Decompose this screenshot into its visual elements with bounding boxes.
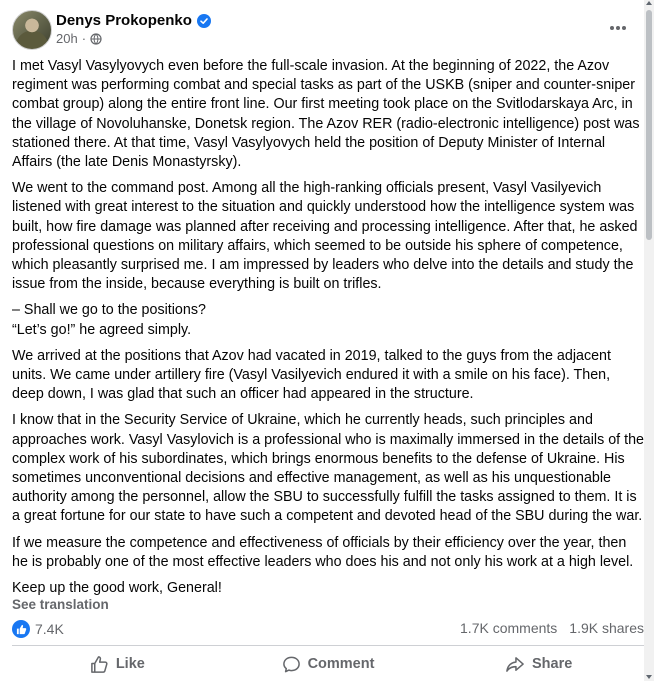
author-name-row	[56, 12, 211, 29]
post-paragraph: If we measure the competence and effectiveness of officials by their efficiency over the year, then he is probably one of the most effective leaders who does his and not only his work at a high level.	[12, 534, 634, 570]
post-header	[12, 10, 632, 50]
share-arrow-icon	[505, 655, 525, 674]
thumbs-up-icon	[90, 655, 109, 674]
comment-label: Comment	[307, 656, 375, 672]
more-options-icon[interactable]	[604, 16, 632, 40]
comment-button[interactable]	[223, 648, 434, 680]
share-label: Share	[532, 656, 573, 672]
reaction-summary[interactable]	[12, 620, 64, 638]
like-reaction-icon	[12, 620, 30, 638]
post-body	[12, 57, 644, 605]
post-paragraph: – Shall we go to the positions?	[12, 302, 206, 319]
actions-divider	[12, 645, 644, 646]
post-meta	[56, 31, 102, 46]
post-paragraph: I met Vasyl Vasylyovych even before the full-scale invasion. At the beginning of 2022, the Azov regiment was performing combat and special tasks as part of the USKB (sniper and counter-sniper combat group) along the entire front line. Our first meeting took place on the Svitlodarskaya Arc, in the village of Novoluhanske, Donetsk region. The Azov RER (radio-electronic intelligence) post was stationed there. At that time, Vasyl Vasylyovych held the position of Deputy Minister of Internal Affairs (the late Denis Monastyrsky).	[12, 58, 640, 171]
comment-bubble-icon	[282, 655, 301, 674]
like-count: 7.4K	[35, 621, 64, 637]
scrollbar-thumb[interactable]	[646, 10, 652, 240]
engagement-counts	[460, 620, 644, 636]
post-timestamp[interactable]: 20h	[56, 31, 78, 46]
globe-icon	[90, 33, 102, 45]
scroll-down-arrow-icon[interactable]	[646, 675, 652, 679]
shares-count[interactable]: 1.9K shares	[569, 620, 644, 636]
comments-count[interactable]: 1.7K comments	[460, 620, 558, 636]
reactions-bar	[12, 620, 644, 640]
post-paragraph: We arrived at the positions that Azov had vacated in 2019, talked to the guys from the adjacent units. We came under artillery fire (Vasyl Vasilyevich endured it with a smile on his face). Then, deep down, I was glad that such an officer had appeared in the structure.	[12, 347, 611, 403]
share-button[interactable]	[433, 648, 644, 680]
post-paragraph: We went to the command post. Among all the high-ranking officials present, Vasyl Vasilyevich listened with great interest to the situation and quickly understood how the intelligence system was built, how fire damage was planned after receiving and processing intelligence. After that, he asked professional questions on military affairs, which seemed to be outside his sphere of competence, which pleasantly surprised me. I am impressed by leaders who delve into the details and study the issue from the inside, because everything is built on trifles.	[12, 180, 638, 293]
see-translation-link[interactable]: See translation	[12, 597, 109, 612]
post-paragraph: “Let’s go!” he agreed simply.	[12, 321, 192, 338]
meta-separator: ·	[81, 31, 87, 46]
post-paragraph: I know that in the Security Service of Ukraine, which he currently heads, such principles and approaches work. Vasyl Vasylovich is a professional who is maximally immersed in the details of the complex work of his subordinates, which brings enormous benefits to the defense of Ukraine. His sometimes unconventional decisions and effective management, as well as his unquestionable authority among the personnel, allow the SBU to successfully fulfill the tasks assigned to them. It is a great fortune for our state to have such a competent and devoted head of the SBU during the war.	[12, 412, 644, 525]
like-label: Like	[115, 656, 145, 672]
post-actions	[12, 648, 644, 680]
author-name[interactable]: Denys Prokopenko	[56, 12, 192, 29]
like-button[interactable]	[12, 648, 223, 680]
verified-badge-icon	[197, 14, 211, 28]
scrollbar[interactable]	[644, 0, 654, 681]
scroll-up-arrow-icon[interactable]	[646, 1, 652, 5]
author-avatar[interactable]	[12, 10, 52, 50]
post-paragraph: Keep up the good work, General!	[12, 580, 222, 597]
